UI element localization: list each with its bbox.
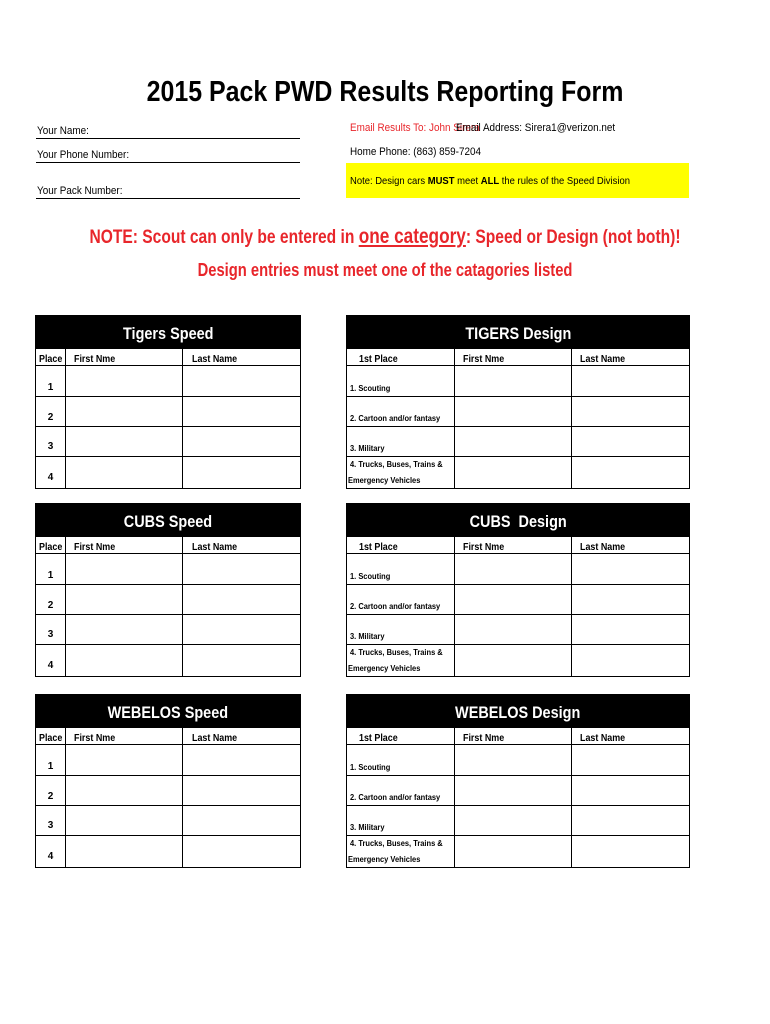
category-note-a: NOTE: Scout can only be entered in [89,227,359,248]
first-name-cell[interactable] [455,366,572,397]
name-field-line[interactable] [36,138,300,139]
first-name-cell[interactable] [66,806,183,836]
column-header: First Nme [74,541,116,553]
note-all: ALL [480,175,500,187]
last-name-cell[interactable] [572,585,689,615]
category-cell: 4. Trucks, Buses, Trains & Emergency Vehicles [347,645,455,676]
last-name-cell[interactable] [572,615,689,645]
column-header: Last Name [192,541,238,553]
first-name-cell[interactable] [66,645,183,676]
first-name-cell[interactable] [455,427,572,457]
note-suffix: the rules of the Speed Division [499,175,630,187]
column-header: Place [39,732,63,744]
last-name-cell[interactable] [572,745,689,776]
category-cell: 1. Scouting [347,554,455,585]
place-cell: 1 [36,554,66,585]
first-name-cell[interactable] [455,645,572,676]
first-name-cell[interactable] [66,745,183,776]
place-cell: 1 [36,745,66,776]
first-name-cell[interactable] [455,457,572,488]
column-header: Last Name [580,541,626,553]
first-name-cell[interactable] [66,615,183,645]
first-name-cell[interactable] [455,806,572,836]
first-name-cell[interactable] [66,836,183,867]
column-header: First Nme [463,353,505,365]
place-cell: 3 [36,427,66,457]
category-note-c: : Speed or Design (not both)! [465,227,681,248]
column-header: 1st Place [359,541,398,553]
category-cell: 2. Cartoon and/or fantasy [347,776,455,806]
design-note-box [346,163,689,198]
category-cell: 3. Military [347,615,455,645]
last-name-cell[interactable] [183,615,301,645]
last-name-cell[interactable] [183,554,301,585]
column-header: Place [39,541,63,553]
place-cell: 2 [36,585,66,615]
column-header: Last Name [192,732,238,744]
place-cell: 4 [36,457,66,488]
category-note [69,225,700,249]
place-cell: 3 [36,615,66,645]
column-header: Last Name [580,353,626,365]
place-cell: 2 [36,776,66,806]
last-name-cell[interactable] [572,397,689,427]
first-name-cell[interactable] [455,836,572,867]
category-note-b: one category [358,225,466,248]
column-header: 1st Place [359,732,398,744]
pack-field-line[interactable] [36,198,300,199]
category-cell: 4. Trucks, Buses, Trains & Emergency Vehicles [347,836,455,867]
place-cell: 2 [36,397,66,427]
last-name-cell[interactable] [572,645,689,676]
column-header: Place [39,353,63,365]
pack-label: Your Pack Number: [37,185,123,197]
column-header: First Nme [463,541,505,553]
category-cell: 1. Scouting [347,745,455,776]
last-name-cell[interactable] [183,585,301,615]
last-name-cell[interactable] [183,776,301,806]
home-phone: Home Phone: (863) 859-7204 [350,146,481,158]
last-name-cell[interactable] [183,457,301,488]
column-header: First Nme [463,732,505,744]
place-cell: 3 [36,806,66,836]
first-name-cell[interactable] [455,585,572,615]
page-title: 2015 Pack PWD Results Reporting Form [146,76,624,108]
cubs-design-table [346,503,690,677]
table-title: WEBELOS Speed [36,695,300,728]
category-cell: 2. Cartoon and/or fantasy [347,585,455,615]
first-name-cell[interactable] [66,397,183,427]
email-address: Email Address: Sirera1@verizon.net [456,122,616,134]
column-header: First Nme [74,732,116,744]
first-name-cell[interactable] [66,427,183,457]
first-name-cell[interactable] [66,776,183,806]
first-name-cell[interactable] [66,457,183,488]
last-name-cell[interactable] [183,745,301,776]
last-name-cell[interactable] [572,836,689,867]
category-cell: 1. Scouting [347,366,455,397]
place-cell: 4 [36,836,66,867]
category-cell: 2. Cartoon and/or fantasy [347,397,455,427]
webelos-design-table [346,694,690,868]
last-name-cell[interactable] [572,806,689,836]
first-name-cell[interactable] [455,776,572,806]
note-prefix: Note: Design cars [350,175,428,187]
last-name-cell[interactable] [183,366,301,397]
phone-field-line[interactable] [36,162,300,163]
table-title: CUBS Design [347,504,689,537]
note-must: MUST [427,175,455,187]
place-cell: 1 [36,366,66,397]
first-name-cell[interactable] [66,366,183,397]
last-name-cell[interactable] [183,397,301,427]
table-title: Tigers Speed [36,316,300,349]
cubs-speed-table [35,503,301,677]
tigers-speed-table [35,315,301,489]
table-title: WEBELOS Design [347,695,689,728]
tigers-design-table [346,315,690,489]
last-name-cell[interactable] [572,457,689,488]
first-name-cell[interactable] [455,397,572,427]
note-mid: meet [454,175,481,187]
last-name-cell[interactable] [572,366,689,397]
first-name-cell[interactable] [66,585,183,615]
column-header: First Nme [74,353,116,365]
category-cell: 3. Military [347,427,455,457]
email-results-to: Email Results To: John Sirera [350,122,480,134]
column-header: 1st Place [359,353,398,365]
design-note-text [350,175,630,187]
column-header: Last Name [192,353,238,365]
last-name-cell[interactable] [572,427,689,457]
first-name-cell[interactable] [455,615,572,645]
first-name-cell[interactable] [66,554,183,585]
place-cell: 4 [36,645,66,676]
category-cell: 4. Trucks, Buses, Trains & Emergency Vehicles [347,457,455,488]
phone-label: Your Phone Number: [37,149,130,161]
table-title: TIGERS Design [347,316,689,349]
last-name-cell[interactable] [183,427,301,457]
category-cell: 3. Military [347,806,455,836]
last-name-cell[interactable] [572,554,689,585]
last-name-cell[interactable] [183,836,301,867]
column-header: Last Name [580,732,626,744]
last-name-cell[interactable] [183,806,301,836]
last-name-cell[interactable] [183,645,301,676]
name-label: Your Name: [37,125,89,137]
first-name-cell[interactable] [455,554,572,585]
webelos-speed-table [35,694,301,868]
last-name-cell[interactable] [572,776,689,806]
first-name-cell[interactable] [455,745,572,776]
design-entries-note: Design entries must meet one of the catagories listed [197,260,573,280]
table-title: CUBS Speed [36,504,300,537]
